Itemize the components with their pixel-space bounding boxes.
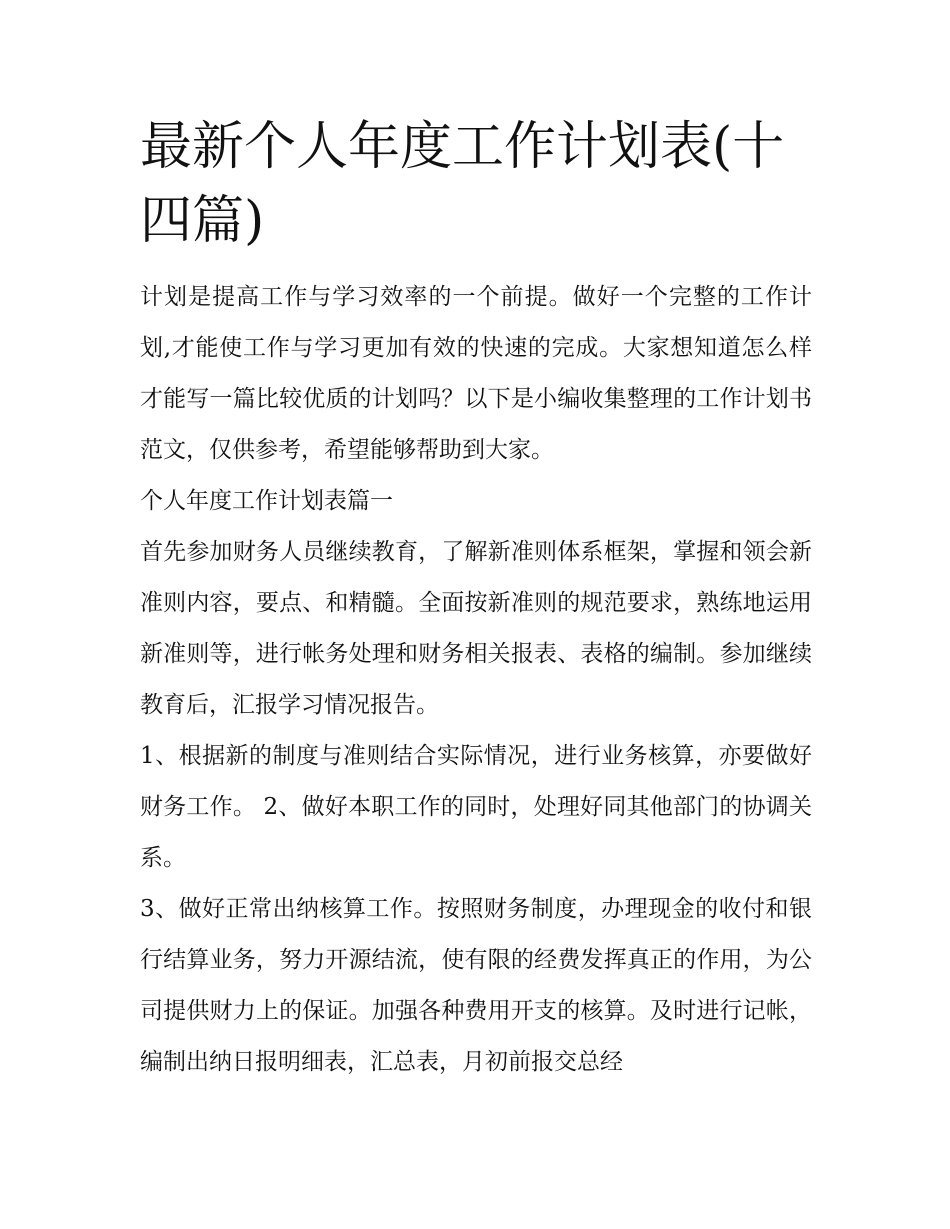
body-paragraph: 1、根据新的制度与准则结合实际情况，进行业务核算，亦要做好财务工作。 2、做好本职工作的同时，处理好同其他部门的协调关系。	[140, 743, 812, 871]
document-body	[140, 110, 812, 1088]
section-heading: 个人年度工作计划表篇一	[140, 488, 393, 514]
body-paragraph: 首先参加财务人员继续教育，了解新准则体系框架，掌握和领会新准则内容，要点、和精髓。全面按新准则的规范要求，熟练地运用新准则等，进行帐务处理和财务相关报表、表格的编制。参加继续教育后，汇报学习情况报告。	[140, 539, 812, 718]
body-paragraph: 3、做好正常出纳核算工作。按照财务制度，办理现金的收付和银行结算业务，努力开源结流，使有限的经费发挥真正的作用，为公司提供财力上的保证。加强各种费用开支的核算。及时进行记帐，编制出纳日报明细表，汇总表，月初前报交总经	[140, 896, 812, 1075]
intro-paragraph: 计划是提高工作与学习效率的一个前提。做好一个完整的工作计划,才能使工作与学习更加有效的快速的完成。大家想知道怎么样才能写一篇比较优质的计划吗？以下是小编收集整理的工作计划书范文，仅供参考，希望能够帮助到大家。	[140, 284, 812, 463]
document-title: 最新个人年度工作计划表(十四篇)	[140, 117, 785, 251]
